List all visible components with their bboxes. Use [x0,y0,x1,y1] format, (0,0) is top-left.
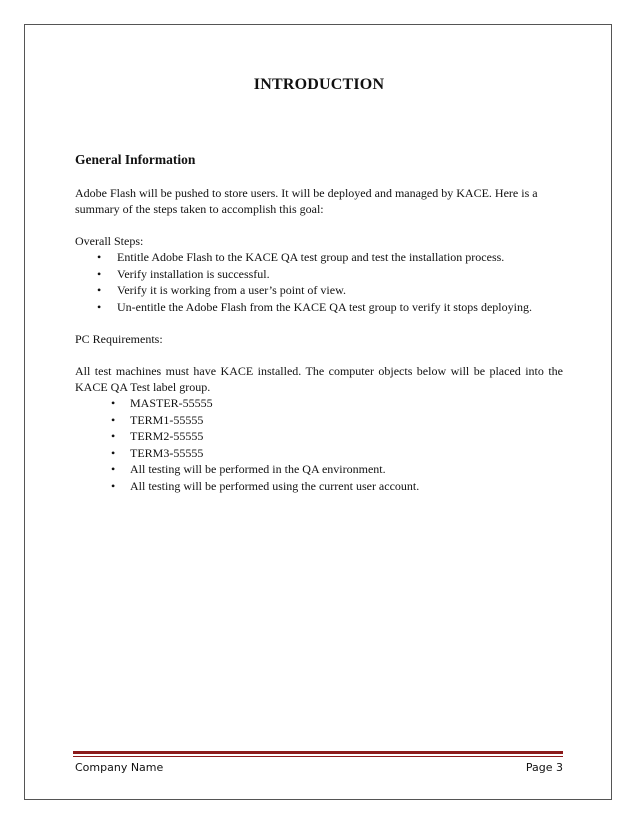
list-item [75,428,563,445]
pc-requirements-label: PC Requirements: [75,332,163,346]
bullet-icon: • [111,429,116,443]
list-item [75,461,563,478]
bullet-icon: • [97,250,102,264]
footer-company-name: Company Name [75,761,164,774]
list-item-text: TERM1-55555 [130,412,204,427]
bullet-icon: • [97,299,102,314]
list-item [75,249,563,266]
footer-rule [73,751,563,754]
footer-rule-thin [73,756,563,757]
list-item-text: Verify installation is successful. [117,266,270,281]
page-footer [75,761,563,774]
list-item-text: All testing will be performed in the QA environment. [130,462,386,476]
pc-requirements-paragraph: All test machines must have KACE installed. The computer objects below will be placed into the KACE QA Test label group. [75,364,563,394]
page-title: INTRODUCTION [253,76,385,93]
list-item [75,445,563,462]
list-item-text: Entitle Adobe Flash to the KACE QA test group and test the installation process. [117,250,505,264]
list-item-text: Verify it is working from a user’s point of view. [117,283,346,297]
bullet-icon: • [111,412,116,427]
list-item [75,282,563,299]
list-item [75,412,563,429]
bullet-icon: • [97,283,102,297]
list-item [75,266,563,283]
list-item-text: MASTER-55555 [130,396,213,410]
list-item-text: TERM2-55555 [130,429,204,443]
bullet-icon: • [111,445,116,460]
list-item [75,478,563,495]
bullet-icon: • [111,478,116,493]
steps-label: Overall Steps: [75,234,144,248]
list-item-text: Un-entitle the Adobe Flash from the KACE QA test group to verify it stops deploying. [117,299,532,314]
bullet-icon: • [111,396,116,410]
document-body [75,152,563,494]
list-item-text: All testing will be performed using the current user account. [130,478,420,493]
bullet-icon: • [97,266,102,281]
list-item [75,299,563,316]
list-item-text: TERM3-55555 [130,445,204,460]
summary-paragraph: Adobe Flash will be pushed to store users. It will be deployed and managed by KACE. Here is a summary of the steps taken to accomplish this goal: [75,186,538,216]
section-heading-general: General Information [75,152,196,167]
bullet-icon: • [111,462,116,476]
steps-list [75,249,563,315]
footer-page-number: Page 3 [525,761,563,774]
pc-requirements-list [75,395,563,494]
list-item [75,395,563,412]
